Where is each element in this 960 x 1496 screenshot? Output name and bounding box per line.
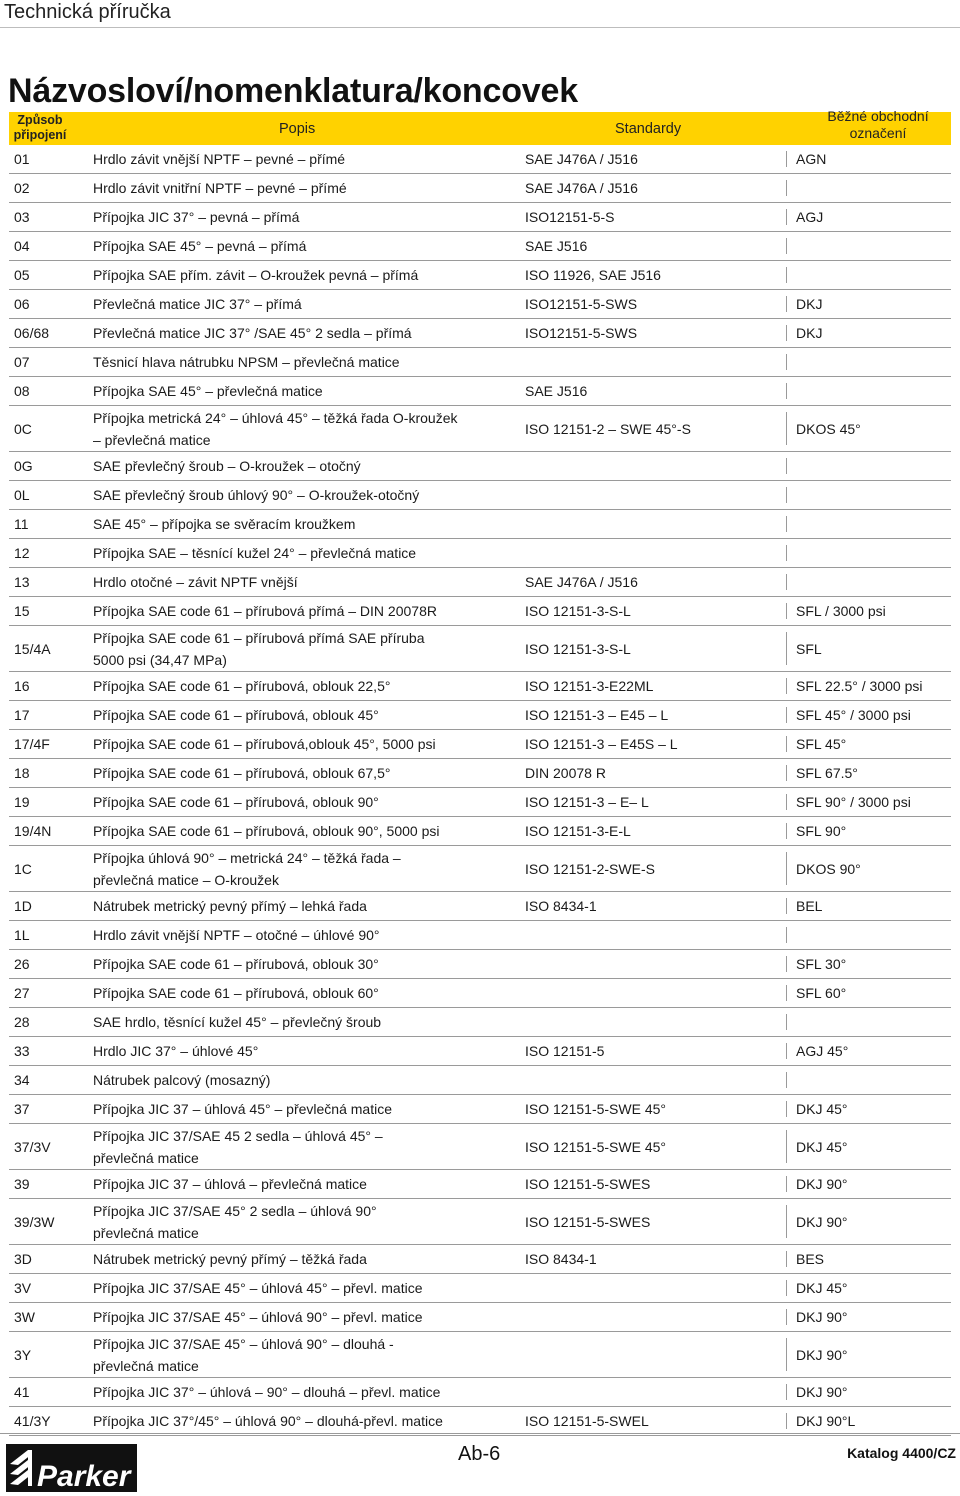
column-separator [786, 927, 787, 943]
row-trade-designation: DKJ 90° [796, 1384, 848, 1400]
row-description: Přípojka SAE – těsnící kužel 24° – převlečná matice [93, 545, 417, 561]
table-row [9, 921, 951, 950]
row-standard: ISO 12151-3-S-L [525, 603, 631, 619]
row-trade-designation [796, 377, 946, 405]
row-standard: ISO 8434-1 [525, 1251, 597, 1267]
row-trade-designation [796, 568, 946, 596]
row-connection-code: 41 [14, 1384, 30, 1400]
table-row [9, 452, 951, 481]
row-standard [525, 1303, 793, 1331]
row-connection-code: 04 [14, 238, 30, 254]
page-title: Názvosloví/nomenklatura/koncovek [8, 72, 578, 110]
parker-logo [6, 1444, 137, 1492]
row-connection-code: 01 [14, 151, 30, 167]
row-description: Přípojka SAE code 61 – přírubová, oblouk 45° [93, 707, 379, 723]
row-standard: ISO 12151-5 [525, 1043, 605, 1059]
row-connection-code: 05 [14, 267, 30, 283]
running-head: Technická příručka [4, 1, 171, 23]
column-separator [786, 956, 787, 972]
column-separator [786, 325, 787, 341]
row-connection-code: 18 [14, 765, 30, 781]
table-row [9, 203, 951, 232]
column-separator [786, 1413, 787, 1429]
row-standard [525, 950, 793, 978]
row-standard: ISO 12151-5-SWE 45° [525, 1101, 666, 1117]
row-connection-code: 17 [14, 707, 30, 723]
footer-divider [0, 1433, 960, 1434]
table-row [9, 597, 951, 626]
column-header-trade-line1: Běžné obchodní [827, 108, 929, 124]
row-standard: ISO 12151-5-SWE 45° [525, 1138, 666, 1155]
row-standard [525, 481, 793, 509]
row-connection-code: 3V [14, 1280, 32, 1296]
row-description: Přípojka JIC 37°/45° – úhlová 90° – dlouhá-převl. matice [93, 1413, 443, 1429]
row-standard [525, 979, 793, 1007]
table-row [9, 1274, 951, 1303]
row-description: Nátrubek metrický pevný přímý – těžká řada [93, 1251, 367, 1267]
row-description: Přípojka JIC 37 – úhlová 45° – převlečná matice [93, 1101, 392, 1117]
row-description: Přípojka JIC 37/SAE 45° – úhlová 90° – dlouhá - převlečná matice [93, 1335, 394, 1374]
row-standard: ISO12151-5-S [525, 209, 615, 225]
row-standard: SAE J476A / J516 [525, 574, 638, 590]
table-row [9, 1037, 951, 1066]
row-standard [525, 1066, 793, 1094]
row-trade-designation: SFL 90° / 3000 psi [796, 794, 911, 810]
row-description: Přípojka SAE 45° – pevná – přímá [93, 238, 307, 254]
column-separator [786, 1130, 787, 1163]
column-separator [786, 354, 787, 370]
column-separator [786, 1338, 787, 1371]
row-connection-code: 39/3W [14, 1213, 55, 1230]
table-row [9, 730, 951, 759]
table-row [9, 319, 951, 348]
row-description: Přípojka SAE 45° – převlečná matice [93, 383, 323, 399]
row-connection-code: 3W [14, 1309, 35, 1325]
column-separator [786, 1384, 787, 1400]
column-separator [786, 1101, 787, 1117]
row-standard: SAE J516 [525, 383, 588, 399]
row-description: SAE převlečný šroub – O-kroužek – otočný [93, 458, 361, 474]
row-trade-designation [796, 174, 946, 202]
row-trade-designation: AGN [796, 151, 827, 167]
table-row [9, 1332, 951, 1378]
row-connection-code: 0G [14, 458, 33, 474]
column-separator [786, 1280, 787, 1296]
column-separator [786, 823, 787, 839]
column-separator [786, 412, 787, 445]
row-connection-code: 39 [14, 1176, 30, 1192]
column-separator [786, 487, 787, 503]
row-trade-designation: AGJ 45° [796, 1043, 849, 1059]
row-standard: ISO 12151-2-SWE-S [525, 860, 655, 877]
row-connection-code: 02 [14, 180, 30, 196]
row-description: Nátrubek metrický pevný přímý – lehká řada [93, 898, 367, 914]
row-description: Hrdlo JIC 37° – úhlové 45° [93, 1043, 259, 1059]
column-separator [786, 238, 787, 254]
row-standard: ISO 11926, SAE J516 [525, 267, 661, 283]
row-connection-code: 3Y [14, 1346, 32, 1363]
row-connection-code: 26 [14, 956, 30, 972]
column-separator [786, 545, 787, 561]
column-separator [786, 151, 787, 167]
column-separator [786, 1043, 787, 1059]
table-row [9, 1378, 951, 1407]
row-connection-code: 06/68 [14, 325, 50, 341]
row-standard: SAE J476A / J516 [525, 180, 638, 196]
table-row [9, 406, 951, 452]
row-trade-designation: SFL 45° [796, 736, 847, 752]
row-trade-designation: DKJ 90° [796, 1213, 848, 1230]
row-trade-designation: DKJ 90°L [796, 1413, 856, 1429]
page-number: Ab-6 [458, 1443, 501, 1465]
row-description: Přípojka JIC 37/SAE 45 2 sedla – úhlová 45° – převlečná matice [93, 1127, 383, 1166]
row-trade-designation: AGJ [796, 209, 824, 225]
row-trade-designation: BES [796, 1251, 825, 1267]
parker-wordmark: Parker [37, 1460, 131, 1492]
row-connection-code: 07 [14, 354, 30, 370]
row-standard [525, 510, 793, 538]
table-row [9, 1245, 951, 1274]
row-trade-designation [796, 510, 946, 538]
row-description: Přípojka JIC 37 – úhlová – převlečná matice [93, 1176, 367, 1192]
row-standard: ISO 12151-3-E22ML [525, 678, 654, 694]
row-trade-designation [796, 481, 946, 509]
table-row [9, 348, 951, 377]
row-standard: ISO 12151-5-SWEL [525, 1413, 649, 1429]
table-row [9, 1170, 951, 1199]
row-description: Hrdlo závit vnitřní NPTF – pevné – přímé [93, 180, 347, 196]
row-standard [525, 1378, 793, 1406]
table-row [9, 1008, 951, 1037]
table-row [9, 232, 951, 261]
row-description: Převlečná matice JIC 37° – přímá [93, 296, 302, 312]
row-standard [525, 1332, 793, 1377]
table-row [9, 701, 951, 730]
table-row [9, 510, 951, 539]
table-row [9, 1199, 951, 1245]
table-row [9, 1407, 951, 1436]
row-standard [525, 1008, 793, 1036]
row-description: SAE hrdlo, těsnící kužel 45° – převlečný šroub [93, 1014, 382, 1030]
column-separator [786, 852, 787, 885]
column-separator [786, 707, 787, 723]
row-standard: ISO 12151-2 – SWE 45°-S [525, 420, 691, 437]
row-connection-code: 03 [14, 209, 30, 225]
row-trade-designation [796, 539, 946, 567]
row-trade-designation [796, 452, 946, 480]
table-row [9, 672, 951, 701]
row-trade-designation: SFL 22.5° / 3000 psi [796, 678, 923, 694]
row-trade-designation: DKJ [796, 325, 823, 341]
row-trade-designation: DKJ 90° [796, 1309, 848, 1325]
table-row [9, 759, 951, 788]
table-row [9, 174, 951, 203]
row-description: Přípojka SAE code 61 – přírubová, oblouk 22,5° [93, 678, 391, 694]
column-separator [786, 1176, 787, 1192]
column-separator [786, 632, 787, 665]
row-description: Nátrubek palcový (mosazný) [93, 1072, 271, 1088]
table-row [9, 846, 951, 892]
column-separator [786, 1205, 787, 1238]
column-separator [786, 296, 787, 312]
column-separator [786, 736, 787, 752]
row-connection-code: 11 [14, 516, 29, 532]
row-trade-designation: SFL 67.5° [796, 765, 858, 781]
row-standard [525, 539, 793, 567]
row-standard: ISO 12151-3 – E– L [525, 794, 649, 810]
row-description: Přípojka úhlová 90° – metrická 24° – těžká řada – převlečná matice – O-kroužek [93, 849, 401, 888]
column-separator [786, 516, 787, 532]
row-description: Přípojka JIC 37° – pevná – přímá [93, 209, 300, 225]
table-row [9, 568, 951, 597]
row-connection-code: 15/4A [14, 640, 51, 657]
row-trade-designation: DKJ [796, 296, 823, 312]
row-trade-designation: SFL [796, 640, 822, 657]
row-connection-code: 12 [14, 545, 30, 561]
column-separator [786, 898, 787, 914]
table-row [9, 1095, 951, 1124]
row-trade-designation [796, 921, 946, 949]
header-divider [0, 27, 960, 28]
catalog-reference: Katalog 4400/CZ [847, 1445, 956, 1461]
table-row [9, 1066, 951, 1095]
row-connection-code: 33 [14, 1043, 30, 1059]
table-row [9, 377, 951, 406]
row-description: Přípojka SAE code 61 – přírubová přímá SAE příruba 5000 psi (34,47 MPa) [93, 629, 425, 668]
row-trade-designation: SFL 60° [796, 985, 847, 1001]
row-connection-code: 19 [14, 794, 30, 810]
table-row [9, 979, 951, 1008]
row-standard: DIN 20078 R [525, 765, 606, 781]
table-row [9, 481, 951, 510]
row-description: Přípojka SAE code 61 – přírubová, oblouk 60° [93, 985, 379, 1001]
row-trade-designation: DKJ 45° [796, 1138, 848, 1155]
column-separator [786, 574, 787, 590]
row-trade-designation [796, 261, 946, 289]
table-row [9, 950, 951, 979]
column-separator [786, 1309, 787, 1325]
row-standard [525, 348, 793, 376]
row-standard: ISO12151-5-SWS [525, 296, 638, 312]
row-description: Přípojka SAE přím. závit – O-kroužek pevná – přímá [93, 267, 419, 283]
row-trade-designation: SFL / 3000 psi [796, 603, 886, 619]
row-standard: ISO 8434-1 [525, 898, 597, 914]
row-connection-code: 16 [14, 678, 30, 694]
row-description: Přípojka metrická 24° – úhlová 45° – těžká řada O-kroužek – převlečná matice [93, 409, 458, 448]
row-description: Přípojka SAE code 61 – přírubová, oblouk 30° [93, 956, 379, 972]
row-trade-designation [796, 348, 946, 376]
column-separator [786, 678, 787, 694]
row-standard: ISO 12151-3-S-L [525, 640, 631, 657]
column-header-trade-line2: označení [849, 125, 907, 141]
row-trade-designation: DKJ 90° [796, 1176, 848, 1192]
row-standard: ISO 12151-3 – E45S – L [525, 736, 678, 752]
column-header-trade-designation [809, 108, 947, 142]
row-trade-designation: SFL 90° [796, 823, 847, 839]
column-separator [786, 765, 787, 781]
row-connection-code: 0C [14, 420, 32, 437]
row-trade-designation: DKJ 45° [796, 1101, 848, 1117]
row-connection-code: 13 [14, 574, 30, 590]
row-standard [525, 1274, 793, 1302]
table-row [9, 1303, 951, 1332]
row-trade-designation [796, 1008, 946, 1036]
row-connection-code: 1D [14, 898, 32, 914]
row-trade-designation: DKOS 90° [796, 860, 861, 877]
row-description: Převlečná matice JIC 37° /SAE 45° 2 sedla – přímá [93, 325, 412, 341]
row-description: Přípojka JIC 37/SAE 45° – úhlová 90° – převl. matice [93, 1309, 423, 1325]
row-description: Přípojka SAE code 61 – přírubová přímá – DIN 20078R [93, 603, 437, 619]
row-standard: ISO 12151-5-SWES [525, 1176, 651, 1192]
column-separator [786, 794, 787, 810]
column-separator [786, 383, 787, 399]
column-header-standards: Standardy [615, 121, 682, 137]
row-description: Hrdlo závit vnější NPTF – pevné – přímé [93, 151, 346, 167]
column-separator [786, 1072, 787, 1088]
row-description: SAE převlečný šroub úhlový 90° – O-kroužek-otočný [93, 487, 420, 503]
table-row [9, 817, 951, 846]
row-connection-code: 41/3Y [14, 1413, 51, 1429]
row-connection-code: 15 [14, 603, 30, 619]
row-description: Přípojka JIC 37/SAE 45° 2 sedla – úhlová 90° převlečná matice [93, 1202, 377, 1241]
table-row [9, 788, 951, 817]
row-standard: ISO 12151-5-SWES [525, 1213, 651, 1230]
column-separator [786, 458, 787, 474]
column-header-connection-type-line1: Způsob [17, 113, 63, 127]
row-description: Přípojka SAE code 61 – přírubová,oblouk 45°, 5000 psi [93, 736, 436, 752]
row-standard: ISO 12151-3-E-L [525, 823, 631, 839]
row-connection-code: 37/3V [14, 1138, 51, 1155]
column-separator [786, 603, 787, 619]
table-row [9, 145, 951, 174]
row-trade-designation: DKJ 45° [796, 1280, 848, 1296]
column-separator [786, 180, 787, 196]
row-description: Hrdlo závit vnější NPTF – otočné – úhlové 90° [93, 927, 380, 943]
row-connection-code: 1C [14, 860, 32, 877]
row-standard: SAE J516 [525, 238, 588, 254]
row-description: Přípojka SAE code 61 – přírubová, oblouk 90°, 5000 psi [93, 823, 440, 839]
column-separator [786, 985, 787, 1001]
row-standard: SAE J476A / J516 [525, 151, 638, 167]
row-description: Hrdlo otočné – závit NPTF vnější [93, 574, 298, 590]
column-header-connection-type [11, 113, 69, 143]
column-separator [786, 1251, 787, 1267]
row-trade-designation: SFL 30° [796, 956, 847, 972]
row-description: Přípojka JIC 37° – úhlová – 90° – dlouhá – převl. matice [93, 1384, 441, 1400]
row-trade-designation: SFL 45° / 3000 psi [796, 707, 911, 723]
row-trade-designation: DKOS 45° [796, 420, 861, 437]
row-standard: ISO12151-5-SWS [525, 325, 638, 341]
row-connection-code: 34 [14, 1072, 30, 1088]
row-connection-code: 27 [14, 985, 30, 1001]
row-trade-designation: DKJ 90° [796, 1346, 848, 1363]
row-connection-code: 19/4N [14, 823, 52, 839]
row-standard [525, 921, 793, 949]
row-trade-designation [796, 1066, 946, 1094]
row-description: Přípojka JIC 37/SAE 45° – úhlová 45° – převl. matice [93, 1280, 423, 1296]
column-header-connection-type-line2: připojení [13, 128, 67, 142]
row-description: Přípojka SAE code 61 – přírubová, oblouk 90° [93, 794, 379, 810]
row-trade-designation [796, 232, 946, 260]
row-connection-code: 37 [14, 1101, 30, 1117]
column-separator [786, 267, 787, 283]
table-row [9, 539, 951, 568]
table-row [9, 261, 951, 290]
row-connection-code: 17/4F [14, 736, 50, 752]
row-connection-code: 1L [14, 927, 30, 943]
row-connection-code: 06 [14, 296, 30, 312]
table-header [9, 108, 951, 145]
column-separator [786, 1014, 787, 1030]
row-standard [525, 452, 793, 480]
table-row [9, 892, 951, 921]
row-connection-code: 08 [14, 383, 30, 399]
row-trade-designation: BEL [796, 898, 823, 914]
table-row [9, 626, 951, 672]
row-connection-code: 3D [14, 1251, 32, 1267]
row-description: Těsnicí hlava nátrubku NPSM – převlečná matice [93, 354, 400, 370]
column-separator [786, 209, 787, 225]
table-row [9, 290, 951, 319]
table-row [9, 1124, 951, 1170]
row-description: Přípojka SAE code 61 – přírubová, oblouk 67,5° [93, 765, 391, 781]
row-connection-code: 28 [14, 1014, 30, 1030]
row-description: SAE 45° – přípojka se svěracím kroužkem [93, 516, 356, 532]
row-standard: ISO 12151-3 – E45 – L [525, 707, 669, 723]
column-header-description: Popis [279, 121, 316, 137]
row-connection-code: 0L [14, 487, 30, 503]
